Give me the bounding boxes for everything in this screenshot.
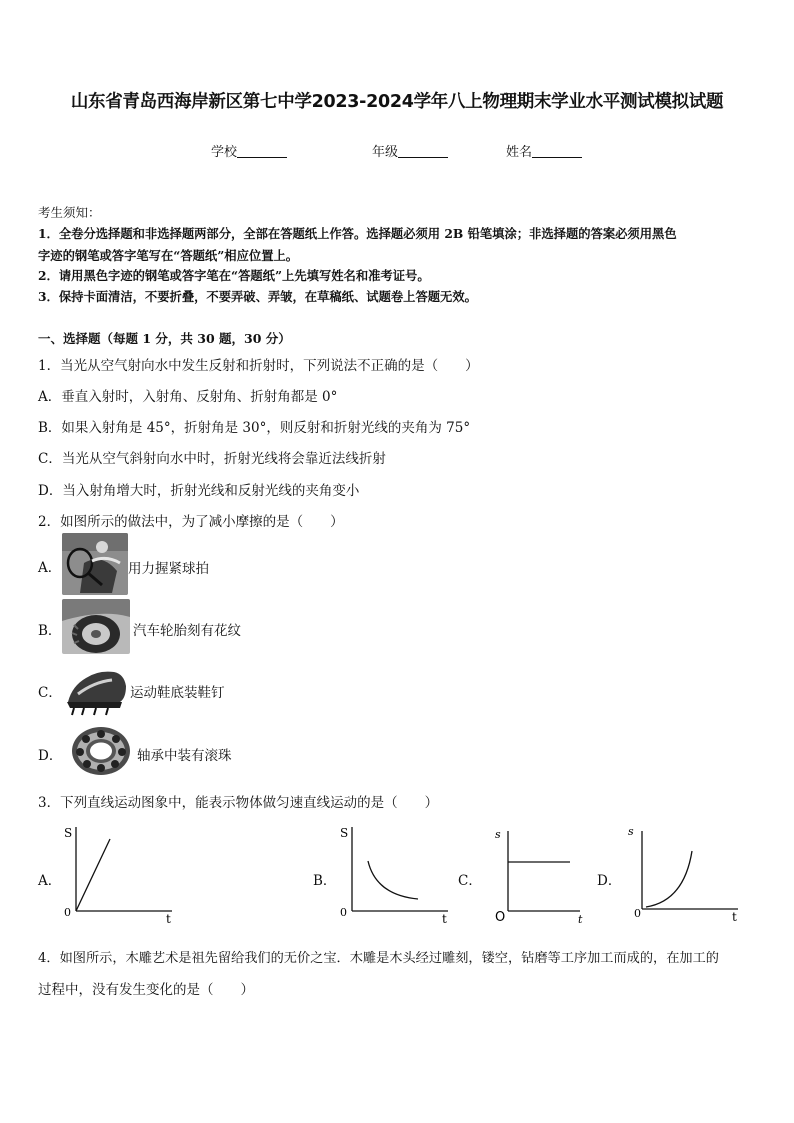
q1-option-c[interactable]: C．当光从空气斜射向水中时，折射光线将会靠近法线折射 bbox=[38, 451, 386, 467]
q3-stem: 3．下列直线运动图象中，能表示物体做匀速直线运动的是（ ） bbox=[38, 795, 439, 811]
q1-option-a[interactable]: A．垂直入射时，入射角、反射角、折射角都是 0° bbox=[38, 389, 338, 405]
q3-graph-d bbox=[624, 823, 744, 925]
notice-line-3: 2．请用黑色字迹的钢笔或答字笔在“答题纸”上先填写姓名和准考证号。 bbox=[38, 268, 430, 283]
q2-option-c-text[interactable]: 运动鞋底装鞋钉 bbox=[130, 685, 225, 701]
q2-option-c-letter[interactable]: C． bbox=[38, 685, 62, 701]
notice-heading: 考生须知： bbox=[38, 205, 101, 220]
q3-a-plot-line bbox=[76, 839, 110, 911]
notice-line-2: 字迹的钢笔或答字笔写在“答题纸”相应位置上。 bbox=[38, 248, 299, 263]
name-blank[interactable] bbox=[532, 145, 582, 158]
q2-stem: 2．如图所示的做法中，为了减小摩擦的是（ ） bbox=[38, 514, 344, 530]
q3-c-ylabel: s bbox=[495, 828, 501, 841]
q3-option-b-letter[interactable]: B． bbox=[313, 873, 337, 889]
q4-line-1: 4．如图所示，木雕艺术是祖先留给我们的无价之宝．木雕是木头经过雕刻，镂空，钻磨等工序加工而成的，在加工的 bbox=[38, 951, 719, 966]
q3-b-ylabel: S bbox=[340, 826, 349, 840]
q2-option-a-letter[interactable]: A． bbox=[38, 560, 62, 576]
ball-bearing-icon bbox=[68, 725, 132, 777]
q3-graph-b-svg bbox=[336, 823, 456, 925]
school-blank[interactable] bbox=[237, 145, 287, 158]
q1-option-d[interactable]: D．当入射角增大时，折射光线和反射光线的夹角变小 bbox=[38, 483, 360, 499]
car-tire-icon bbox=[62, 599, 130, 654]
q3-b-origin: 0 bbox=[340, 906, 347, 919]
q3-c-origin: O bbox=[495, 910, 506, 925]
q3-graph-c bbox=[492, 823, 592, 925]
q1-option-b[interactable]: B．如果入射角是 45°，折射角是 30°，则反射和折射光线的夹角为 75° bbox=[38, 420, 471, 436]
q1-stem: 1．当光从空气射向水中发生反射和折射时，下列说法不正确的是（ ） bbox=[38, 358, 479, 374]
q2-option-a-text[interactable]: 用力握紧球拍 bbox=[128, 561, 209, 577]
q3-c-xlabel: t bbox=[578, 913, 583, 925]
q3-graph-b bbox=[336, 823, 456, 925]
q3-b-plot-curve bbox=[368, 861, 418, 899]
section-heading: 一、选择题（每题 1 分，共 30 题，30 分） bbox=[38, 331, 291, 346]
q2-option-b-text[interactable]: 汽车轮胎刻有花纹 bbox=[133, 623, 241, 639]
q3-d-origin: 0 bbox=[634, 907, 641, 920]
grade-label: 年级 bbox=[372, 145, 399, 160]
grade-blank[interactable] bbox=[398, 145, 448, 158]
q4-line-2: 过程中，没有发生变化的是（ ） bbox=[38, 982, 254, 998]
q3-d-xlabel: t bbox=[732, 910, 737, 924]
q3-option-c-letter[interactable]: C． bbox=[458, 873, 482, 889]
q3-d-ylabel: s bbox=[628, 825, 634, 838]
name-label: 姓名 bbox=[506, 145, 533, 160]
q3-graph-d-svg bbox=[624, 823, 744, 925]
spiked-shoe-icon bbox=[64, 664, 128, 718]
school-field[interactable] bbox=[211, 141, 287, 160]
q3-option-a-letter[interactable]: A． bbox=[38, 873, 62, 889]
q2-option-b-letter[interactable]: B． bbox=[38, 623, 62, 639]
q3-b-xlabel: t bbox=[442, 912, 447, 925]
school-label: 学校 bbox=[211, 145, 238, 160]
q3-graph-c-svg bbox=[492, 823, 592, 925]
page-title: 山东省青岛西海岸新区第七中学2023-2024学年八上物理期末学业水平测试模拟试题 bbox=[70, 92, 724, 112]
q2-option-d-letter[interactable]: D． bbox=[38, 748, 63, 764]
q3-graph-a bbox=[60, 823, 180, 925]
grade-field[interactable] bbox=[372, 141, 448, 160]
notice-line-1: 1．全卷分选择题和非选择题两部分，全部在答题纸上作答。选择题必须用 2B 铅笔填涂；非选择题的答案必须用黑色 bbox=[38, 226, 677, 241]
tennis-player-icon bbox=[62, 533, 128, 595]
name-field[interactable] bbox=[506, 141, 582, 160]
notice-line-4: 3．保持卡面清洁，不要折叠，不要弄破、弄皱，在草稿纸、试题卷上答题无效。 bbox=[38, 289, 477, 304]
q3-d-plot-curve bbox=[646, 851, 692, 907]
q3-a-ylabel: S bbox=[64, 826, 73, 840]
q3-a-origin: 0 bbox=[64, 906, 71, 919]
q3-a-xlabel: t bbox=[166, 912, 171, 925]
q3-option-d-letter[interactable]: D． bbox=[597, 873, 622, 889]
q3-graph-a-svg bbox=[60, 823, 180, 925]
q2-option-d-text[interactable]: 轴承中装有滚珠 bbox=[137, 748, 232, 764]
